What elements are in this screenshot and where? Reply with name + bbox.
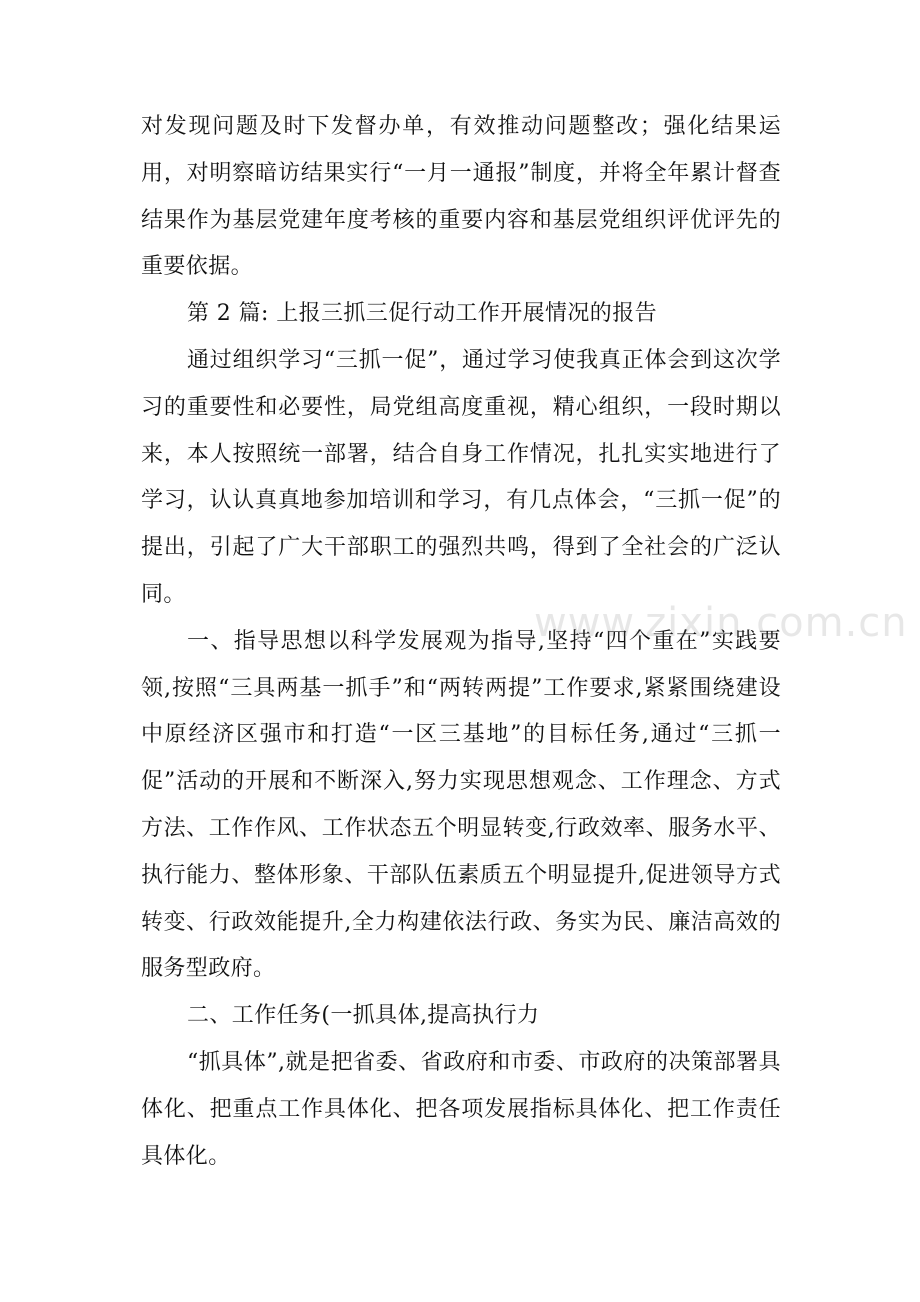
- paragraph-grasp-concrete: “抓具体”,就是把省委、省政府和市委、市政府的决策部署具体化、把重点工作具体化、把各项发展指标具体化、把工作责任具体化。: [141, 1049, 781, 1169]
- section-heading-2: 第 2 篇: 上报三抓三促行动工作开展情况的报告: [187, 301, 657, 327]
- paragraph-guiding-ideology: 一、指导思想以科学发展观为指导,坚持“四个重在”实践要领,按照“三具两基一抓手”和“两转两提”工作要求,紧紧围绕建设中原经济区强市和打造“一区三基地”的目标任务,通过“三抓一促”活动的开展和不断深入,努力实现思想观念、工作理念、方式方法、工作作风、工作状态五个明显转变,行政效率、服务水平、执行能力、整体形象、干部队伍素质五个明显提升,促进领导方式转变、行政效能提升,全力构建依法行政、务实为民、廉洁高效的服务型政府。: [141, 628, 781, 982]
- section-heading-tasks: 二、工作任务(一抓具体,提高执行力: [187, 1003, 540, 1029]
- document-body: [141, 104, 781, 1180]
- paragraph-1: 对发现问题及时下发督办单，有效推动问题整改；强化结果运用，对明察暗访结果实行“一月一通报”制度，并将全年累计督查结果作为基层党建年度考核的重要内容和基层党组织评优评先的重要依据。: [141, 114, 781, 280]
- paragraph-3: 通过组织学习“三抓一促”，通过学习使我真正体会到这次学习的重要性和必要性，局党组高度重视，精心组织，一段时期以来，本人按照统一部署，结合自身工作情况，扎扎实实地进行了学习，认认真真地参加培训和学习，有几点体会，“三抓一促”的提出，引起了广大干部职工的强烈共鸣，得到了全社会的广泛认同。: [141, 347, 781, 607]
- watermark-text: www.zixin.com.cn: [534, 600, 908, 646]
